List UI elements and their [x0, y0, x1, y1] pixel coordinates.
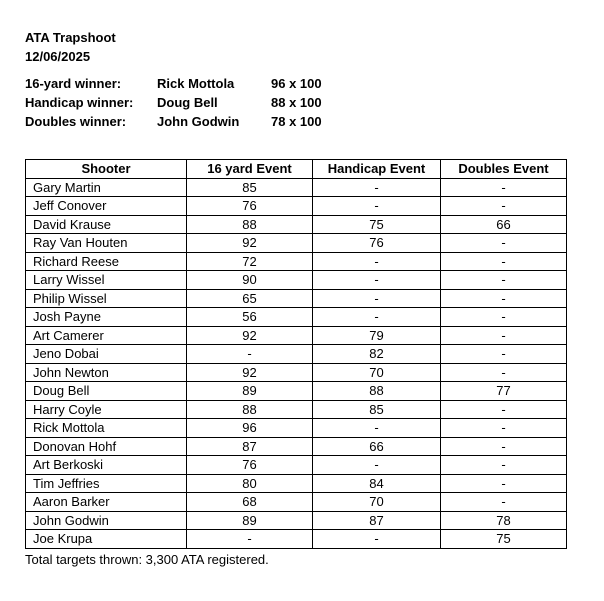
table-row	[26, 252, 567, 271]
score-handicap: 88	[313, 382, 441, 401]
score-handicap: 70	[313, 493, 441, 512]
shooter-name: Art Berkoski	[26, 456, 187, 475]
column-header-handicap: Handicap Event	[313, 160, 441, 179]
table-row	[26, 178, 567, 197]
score-16-yard: 76	[187, 456, 313, 475]
table-row	[26, 289, 567, 308]
score-handicap: -	[313, 419, 441, 438]
table-row	[26, 419, 567, 438]
score-doubles: -	[441, 363, 567, 382]
winner-score: 88 x 100	[271, 95, 322, 110]
table-row	[26, 308, 567, 327]
score-16-yard: -	[187, 345, 313, 364]
score-16-yard: 89	[187, 382, 313, 401]
table-row	[26, 382, 567, 401]
shooter-name: Aaron Barker	[26, 493, 187, 512]
winner-category: 16-yard winner:	[25, 76, 122, 91]
shooter-name: Larry Wissel	[26, 271, 187, 290]
winner-name: Doug Bell	[157, 95, 218, 110]
score-doubles: -	[441, 456, 567, 475]
table-row	[26, 456, 567, 475]
table-row	[26, 326, 567, 345]
shooter-name: John Godwin	[26, 511, 187, 530]
table-row	[26, 400, 567, 419]
score-16-yard: 92	[187, 326, 313, 345]
table-row	[26, 530, 567, 549]
score-16-yard: 65	[187, 289, 313, 308]
winner-category: Handicap winner:	[25, 95, 134, 110]
table-row	[26, 511, 567, 530]
score-doubles: -	[441, 437, 567, 456]
score-doubles: -	[441, 400, 567, 419]
score-16-yard: 90	[187, 271, 313, 290]
score-16-yard: 87	[187, 437, 313, 456]
score-doubles: -	[441, 271, 567, 290]
score-handicap: -	[313, 197, 441, 216]
shooter-name: Tim Jeffries	[26, 474, 187, 493]
score-doubles: -	[441, 419, 567, 438]
table-row	[26, 197, 567, 216]
shooter-name: Jeff Conover	[26, 197, 187, 216]
table-row	[26, 271, 567, 290]
shooter-name: Art Camerer	[26, 326, 187, 345]
shooter-name: John Newton	[26, 363, 187, 382]
score-16-yard: -	[187, 530, 313, 549]
score-handicap: -	[313, 289, 441, 308]
shooter-name: Donovan Hohf	[26, 437, 187, 456]
column-header-shooter: Shooter	[26, 160, 187, 179]
table-row	[26, 437, 567, 456]
shooter-name: Jeno Dobai	[26, 345, 187, 364]
shooter-name: Ray Van Houten	[26, 234, 187, 253]
shooter-name: Doug Bell	[26, 382, 187, 401]
score-16-yard: 85	[187, 178, 313, 197]
winner-name: John Godwin	[157, 114, 240, 129]
document-title: ATA Trapshoot	[25, 30, 116, 45]
score-handicap: 87	[313, 511, 441, 530]
score-handicap: 75	[313, 215, 441, 234]
score-doubles: 66	[441, 215, 567, 234]
column-header-doubles: Doubles Event	[441, 160, 567, 179]
score-handicap: 82	[313, 345, 441, 364]
score-handicap: 85	[313, 400, 441, 419]
score-handicap: -	[313, 178, 441, 197]
document-date: 12/06/2025	[25, 49, 91, 64]
score-doubles: -	[441, 308, 567, 327]
table-row	[26, 345, 567, 364]
score-handicap: 66	[313, 437, 441, 456]
score-doubles: 77	[441, 382, 567, 401]
shooter-name: Rick Mottola	[26, 419, 187, 438]
score-doubles: -	[441, 197, 567, 216]
shooter-name: Joe Krupa	[26, 530, 187, 549]
score-handicap: -	[313, 271, 441, 290]
shooter-name: David Krause	[26, 215, 187, 234]
score-16-yard: 96	[187, 419, 313, 438]
table-header-row	[26, 160, 567, 179]
score-doubles: -	[441, 493, 567, 512]
score-doubles: -	[441, 234, 567, 253]
score-handicap: -	[313, 530, 441, 549]
score-doubles: 78	[441, 511, 567, 530]
score-16-yard: 89	[187, 511, 313, 530]
score-handicap: -	[313, 252, 441, 271]
score-16-yard: 56	[187, 308, 313, 327]
score-16-yard: 76	[187, 197, 313, 216]
score-doubles: -	[441, 289, 567, 308]
table-row	[26, 234, 567, 253]
winner-name: Rick Mottola	[157, 76, 235, 91]
score-16-yard: 80	[187, 474, 313, 493]
score-doubles: 75	[441, 530, 567, 549]
score-16-yard: 68	[187, 493, 313, 512]
shooter-name: Josh Payne	[26, 308, 187, 327]
table-row	[26, 215, 567, 234]
score-doubles: -	[441, 326, 567, 345]
score-doubles: -	[441, 345, 567, 364]
score-doubles: -	[441, 252, 567, 271]
table-row	[26, 363, 567, 382]
shooter-name: Philip Wissel	[26, 289, 187, 308]
scores-table	[25, 159, 567, 549]
shooter-name: Richard Reese	[26, 252, 187, 271]
table-row	[26, 493, 567, 512]
document-header	[25, 28, 116, 66]
score-doubles: -	[441, 474, 567, 493]
column-header-16-yard: 16 yard Event	[187, 160, 313, 179]
score-handicap: 79	[313, 326, 441, 345]
table-row	[26, 474, 567, 493]
score-16-yard: 72	[187, 252, 313, 271]
score-16-yard: 92	[187, 363, 313, 382]
score-16-yard: 88	[187, 215, 313, 234]
winner-category: Doubles winner:	[25, 114, 127, 129]
shooter-name: Harry Coyle	[26, 400, 187, 419]
score-handicap: -	[313, 308, 441, 327]
score-16-yard: 92	[187, 234, 313, 253]
footer-note: Total targets thrown: 3,300 ATA registered.	[25, 552, 269, 567]
score-handicap: 76	[313, 234, 441, 253]
winner-score: 78 x 100	[271, 114, 322, 129]
shooter-name: Gary Martin	[26, 178, 187, 197]
score-16-yard: 88	[187, 400, 313, 419]
score-handicap: 70	[313, 363, 441, 382]
table-body	[26, 178, 567, 548]
score-handicap: 84	[313, 474, 441, 493]
winner-score: 96 x 100	[271, 76, 322, 91]
score-handicap: -	[313, 456, 441, 475]
score-doubles: -	[441, 178, 567, 197]
